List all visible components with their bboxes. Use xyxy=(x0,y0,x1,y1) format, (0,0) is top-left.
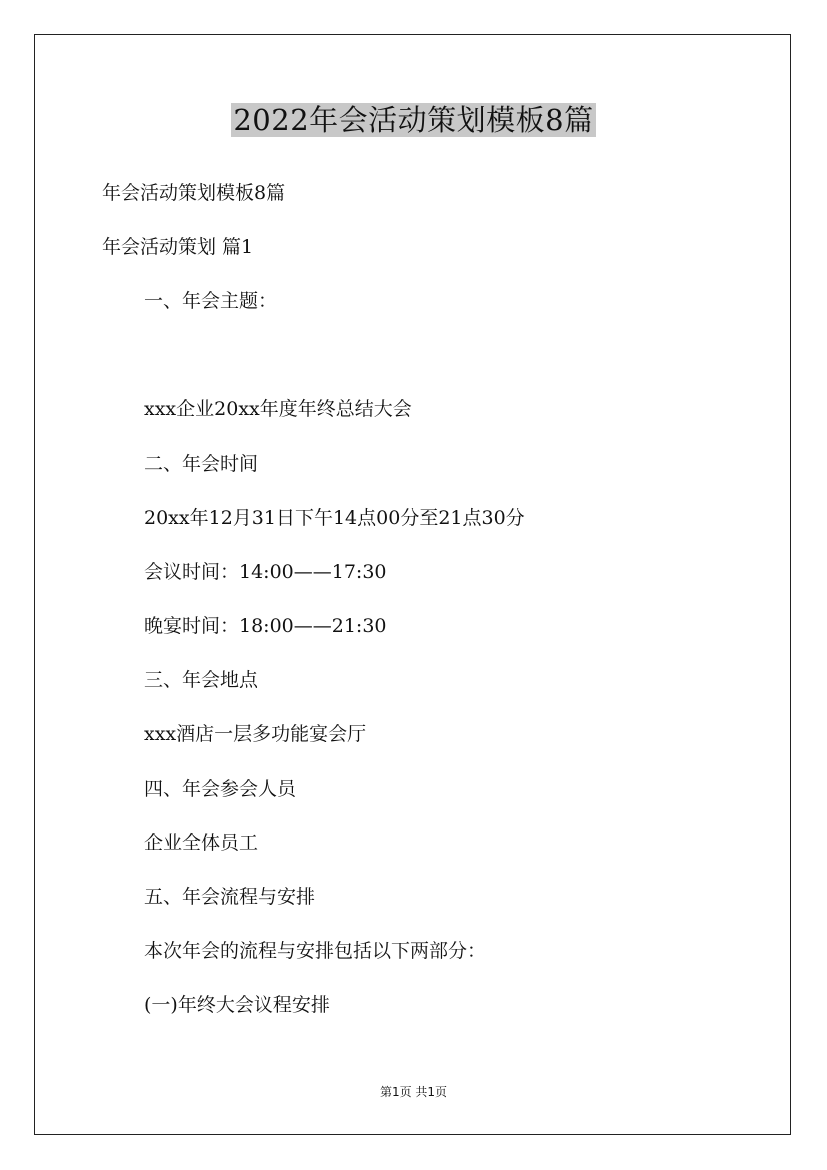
paragraph-banquet-time: 晚宴时间：18:00——21:30 xyxy=(144,615,387,637)
paragraph-attendees: 企业全体员工 xyxy=(144,832,259,854)
paragraph-date: 20xx年12月31日下午14点00分至21点30分 xyxy=(144,507,525,529)
paragraph-agenda-heading: (一)年终大会议程安排 xyxy=(144,994,330,1016)
paragraph-process-intro: 本次年会的流程与安排包括以下两部分： xyxy=(144,940,487,962)
paragraph-process-heading: 五、年会流程与安排 xyxy=(144,886,316,908)
paragraph-meeting-time: 会议时间：14:00——17:30 xyxy=(144,561,387,583)
page-footer: 第1页 共1页 xyxy=(379,1085,448,1099)
document-title xyxy=(0,100,827,140)
section-heading: 年会活动策划 篇1 xyxy=(102,236,254,258)
paragraph-venue-heading: 三、年会地点 xyxy=(144,669,259,691)
paragraph-venue: xxx酒店一层多功能宴会厅 xyxy=(144,723,367,745)
paragraph-time-heading: 二、年会时间 xyxy=(144,453,259,475)
paragraph-theme: xxx企业20xx年度年终总结大会 xyxy=(144,398,412,420)
document-subtitle: 年会活动策划模板8篇 xyxy=(102,182,286,204)
document-title-text: 2022年会活动策划模板8篇 xyxy=(233,103,594,137)
paragraph-theme-heading: 一、年会主题： xyxy=(144,290,278,312)
paragraph-attendees-heading: 四、年会参会人员 xyxy=(144,778,297,800)
